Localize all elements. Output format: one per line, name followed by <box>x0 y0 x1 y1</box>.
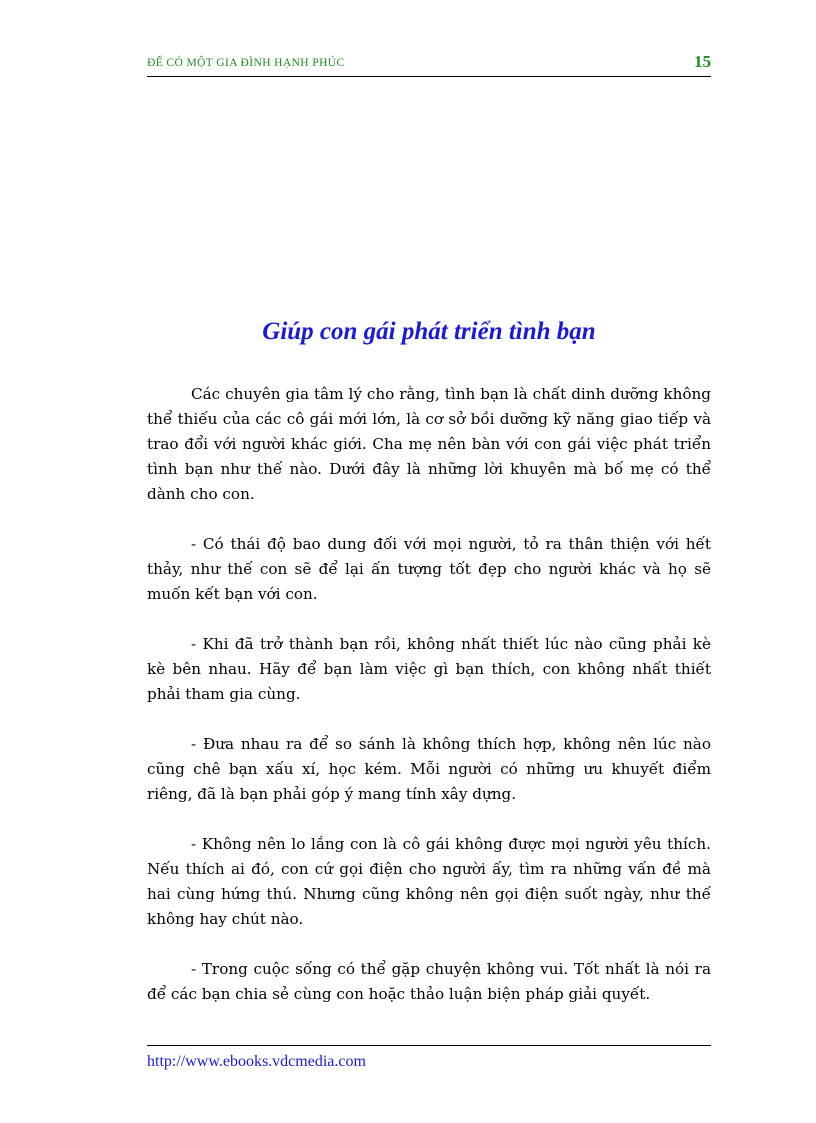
paragraph-advice-5: - Trong cuộc sống có thể gặp chuyện không vui. Tốt nhất là nói ra để các bạn chia sẻ cùng con hoặc thảo luận biện pháp giải quyết. <box>147 960 711 1003</box>
chapter-title: Giúp con gái phát triển tình bạn <box>262 318 596 345</box>
running-header <box>147 52 711 77</box>
paragraph-intro: Các chuyên gia tâm lý cho rằng, tình bạn là chất dinh dưỡng không thể thiếu của các cô gái mới lớn, là cơ sở bồi dưỡng kỹ năng giao tiếp và trao đổi với người khác giới. Cha mẹ nên bàn với con gái việc phát triển tình bạn như thế nào. Dưới đây là những lời khuyên mà bố mẹ có thể dành cho con. <box>147 385 711 503</box>
paragraph-advice-4: - Không nên lo lắng con là cô gái không được mọi người yêu thích. Nếu thích ai đó, con cứ gọi điện cho người ấy, tìm ra những vấn đề mà hai cùng hứng thú. Nhưng cũng không nên gọi điện suốt ngày, như thế không hay chút nào. <box>147 835 711 928</box>
book-title-header: ĐỂ CÓ MỘT GIA ĐÌNH HẠNH PHÚC <box>147 57 345 69</box>
running-footer <box>147 1045 711 1071</box>
body-text <box>147 382 711 1032</box>
paragraph-advice-2: - Khi đã trở thành bạn rồi, không nhất thiết lúc nào cũng phải kè kè bên nhau. Hãy để bạn làm việc gì bạn thích, con không nhất thiết phải tham gia cùng. <box>147 635 711 703</box>
paragraph-advice-3: - Đưa nhau ra để so sánh là không thích hợp, không nên lúc nào cũng chê bạn xấu xí, học kém. Mỗi người có những ưu khuyết điểm riêng, đã là bạn phải góp ý mang tính xây dựng. <box>147 735 711 803</box>
paragraph-advice-1: - Có thái độ bao dung đối với mọi người, tỏ ra thân thiện với hết thảy, như thế con sẽ để lại ấn tượng tốt đẹp cho người khác và họ sẽ muốn kết bạn với con. <box>147 535 711 603</box>
footer-url-link[interactable]: http://www.ebooks.vdcmedia.com <box>147 1053 366 1070</box>
page-number: 15 <box>694 52 711 71</box>
